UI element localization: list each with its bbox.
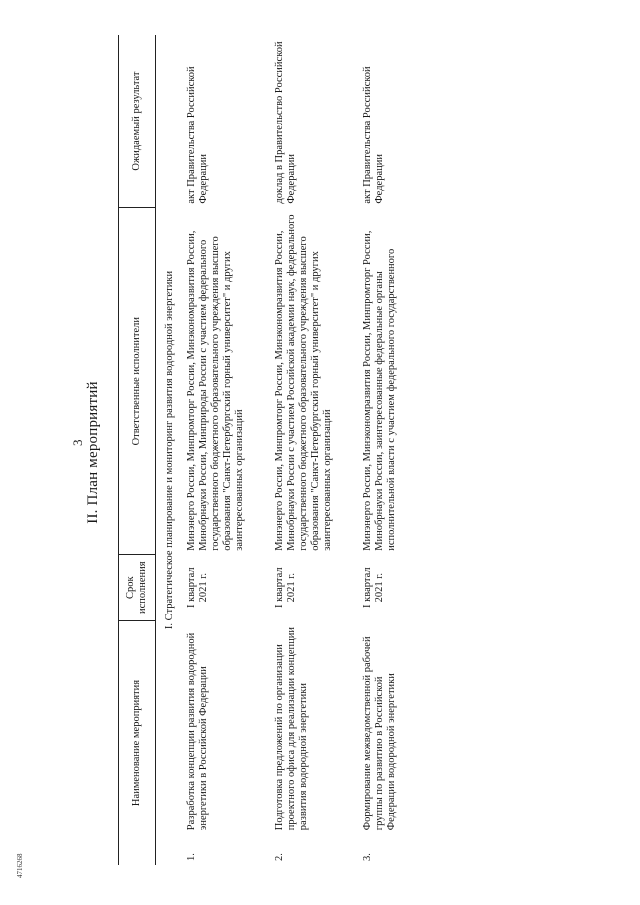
row-date: I квартал 2021 г.	[274, 567, 297, 608]
row-result: акт Правительства Российской Федерации	[186, 66, 209, 204]
row-number: 2.	[274, 853, 285, 861]
page-title: II. План мероприятий	[85, 381, 101, 524]
action-plan-table	[118, 35, 398, 865]
row-number: 1.	[186, 853, 197, 861]
table-row	[246, 35, 334, 865]
table-header-row	[119, 35, 156, 865]
row-result: акт Правительства Российской Федерации	[362, 66, 385, 204]
row-executors: Минэнерго России, Минпромторг России, Минэкономразвития России, Минобрнауки России с участием Российской академии наук, федерального государственного бюджетного образовательного учреждения высшего образования "Санкт-Петербургский горный университет" и других заинтересованных организаций	[274, 214, 333, 551]
row-number: 3.	[362, 853, 373, 861]
header-executors: Ответственные исполнители	[119, 208, 156, 555]
row-date: I квартал 2021 г.	[186, 567, 209, 608]
header-date: Срок исполнения	[119, 555, 156, 621]
page-number: 3	[70, 439, 85, 446]
row-name: Разработка концепции развития водородной энергетики в Российской Федерации	[186, 632, 209, 831]
row-date: I квартал 2021 г.	[362, 567, 385, 608]
row-result: доклад в Правительство Российской Федерации	[274, 41, 297, 204]
row-executors: Минэнерго России, Минпромторг России, Минэкономразвития России, Минобрнауки России, Минприроды России с участием федерального государственного бюджетного образовательного учреждения высшего образования "Санкт-Петербургский горный университет" и других заинтересованных организаций	[186, 230, 245, 551]
row-executors: Минэнерго России, Минэкономразвития России, Минпромторг России, Минобрнауки России, заинтересованные федеральные органы исполнительной власти с участием федерального государственного	[362, 230, 397, 551]
header-result: Ожидаемый результат	[119, 35, 156, 208]
table-row	[334, 35, 398, 865]
row-name: Формирование межведомственной рабочей группы по развитию в Российской Федерации водородной энергетики	[362, 636, 397, 831]
table-row	[182, 35, 246, 865]
header-name: Наименование мероприятия	[119, 621, 156, 865]
document-code: 4716268	[16, 853, 24, 878]
section-row	[156, 35, 183, 865]
section-title: I. Стратегическое планирование и мониторинг развития водородной энергетики	[164, 270, 175, 630]
row-name: Подготовка предложений по организации проектного офиса для реализации концепции развития водородной энергетики	[274, 627, 309, 831]
